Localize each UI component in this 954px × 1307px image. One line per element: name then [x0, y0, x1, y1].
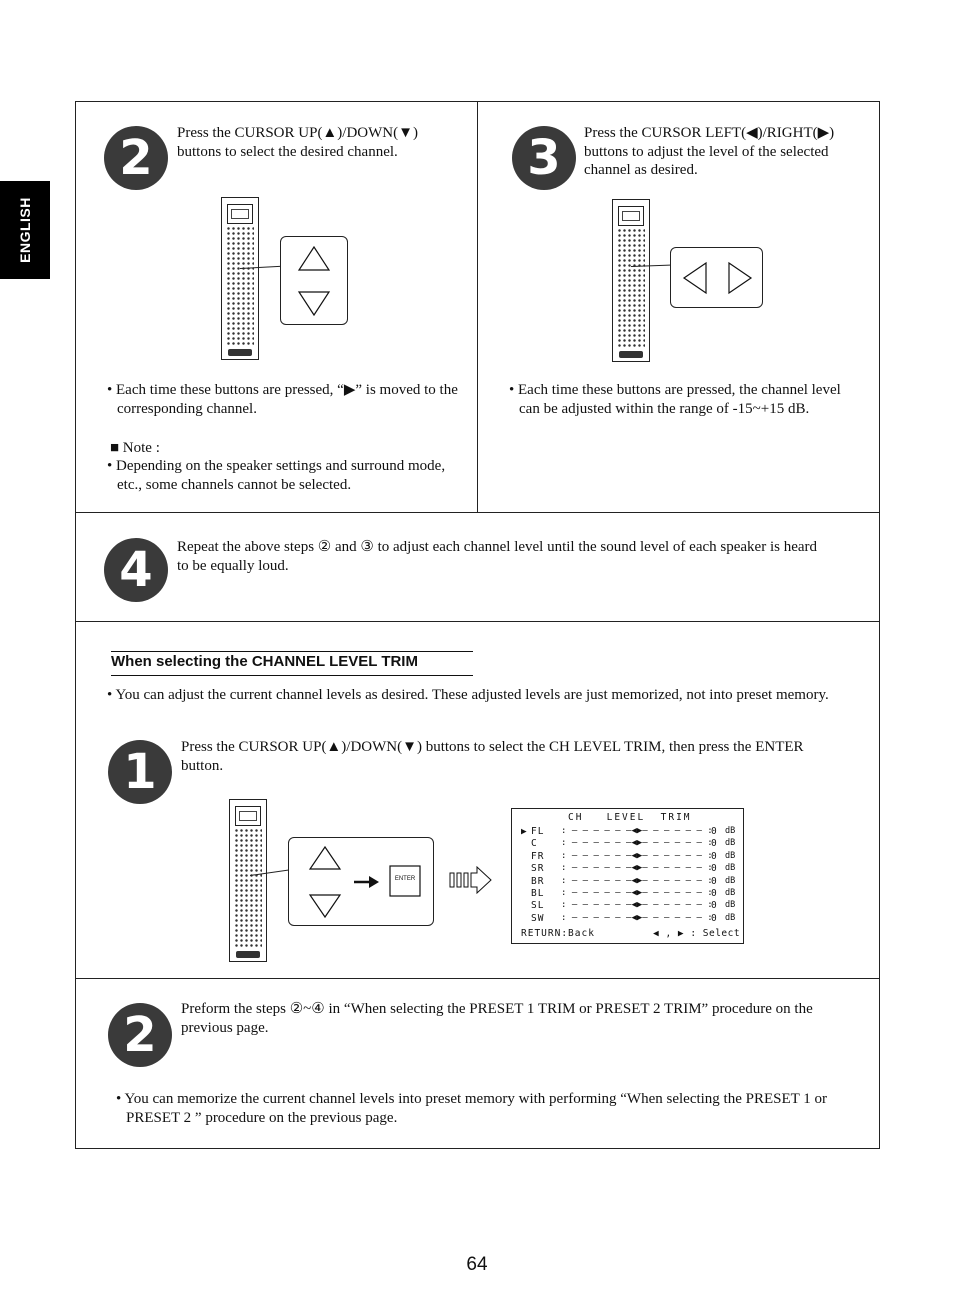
step-1-instruction: Press the CURSOR UP(▲)/DOWN(▼) buttons to select the CH LEVEL TRIM, then press the ENTER button. — [181, 739, 804, 774]
step-4-instruction: Repeat the above steps ② and ③ to adjust each channel level until the sound level of each speaker is heard to be equally loud. — [177, 539, 818, 574]
cursor-enter-callout — [288, 837, 434, 926]
osd-row-value: 0 — [711, 888, 718, 899]
step-2-bullet: • Each time these buttons are pressed, “▶” is moved to the corresponding channel. — [107, 382, 458, 417]
enter-button-label: ENTER — [394, 876, 416, 882]
osd-row-value: 0 — [711, 900, 718, 912]
result-arrow-icon — [449, 866, 493, 894]
osd-row-channel: C — [531, 838, 538, 850]
cursor-up-down-callout — [280, 236, 348, 325]
osd-row-bar: : – – – – – –◀▶– – – – – – : — [561, 900, 713, 911]
osd-ch-level-trim — [511, 808, 744, 944]
step-2-preset-instruction: Preform the steps ②~④ in “When selecting the PRESET 1 TRIM or PRESET 2 TRIM” procedure on the previous page. — [181, 1001, 813, 1036]
osd-row-bar: : – – – – – –◀▶– – – – – – : — [561, 875, 713, 886]
section-intro: • You can adjust the current channel levels as desired. These adjusted levels are just memorized, not into preset memory. — [107, 687, 829, 703]
column-divider — [477, 101, 478, 512]
osd-row-bar: : – – – – – –◀▶– – – – – – : — [561, 838, 713, 849]
osd-row-bar: : – – – – – –◀▶– – – – – – : — [561, 863, 713, 874]
up-down-arrows-icon — [281, 237, 347, 324]
osd-row-unit: dB — [725, 900, 736, 911]
osd-row-cursor: ▶ — [521, 826, 528, 837]
osd-row-bar: : – – – – – –◀▶– – – – – – : — [561, 826, 713, 836]
osd-row-channel: SL — [531, 900, 545, 912]
osd-row-channel: SR — [531, 863, 545, 875]
language-tab-label: ENGLISH — [17, 197, 33, 263]
step-3-bullet: • Each time these buttons are pressed, the channel level can be adjusted within the range of -15~+15 dB. — [509, 382, 841, 417]
language-tab — [0, 181, 50, 279]
remote-control-illustration — [221, 197, 259, 360]
osd-row-value: 0 — [711, 826, 718, 837]
left-right-arrows-icon — [671, 248, 762, 307]
step-badge-2-preset: 2 — [108, 1003, 172, 1067]
step-badge-2: 2 — [104, 126, 168, 190]
osd-row-value: 0 — [711, 838, 718, 850]
osd-row-value: 0 — [711, 863, 718, 875]
osd-row-unit: dB — [725, 826, 736, 836]
osd-title: CH LEVEL TRIM — [568, 812, 692, 823]
step-badge-4: 4 — [104, 538, 168, 602]
osd-row-channel: FR — [531, 850, 545, 862]
osd-row-unit: dB — [725, 912, 736, 923]
preset-bullet: • You can memorize the current channel levels into preset memory with performing “When selecting the PRESET 1 or PRESET 2 ” procedure on the previous page. — [116, 1091, 828, 1126]
step-3-instruction: Press the CURSOR LEFT(◀)/RIGHT(▶) buttons to adjust the level of the selected channel as desired. — [584, 125, 835, 178]
step-badge-1: 1 — [108, 740, 172, 804]
row-divider-1 — [75, 512, 880, 513]
note-label: ■ Note : — [110, 440, 160, 456]
osd-row-unit: dB — [725, 888, 736, 898]
step-2-instruction: Press the CURSOR UP(▲)/DOWN(▼) buttons to select the desired channel. — [177, 125, 418, 160]
page-number: 64 — [466, 1254, 488, 1275]
osd-row-channel: BL — [531, 888, 545, 899]
osd-row-unit: dB — [725, 850, 736, 861]
osd-row-value: 0 — [711, 875, 718, 887]
osd-row-unit: dB — [725, 863, 736, 874]
osd-row-unit: dB — [725, 838, 736, 849]
osd-row-bar: : – – – – – –◀▶– – – – – – : — [561, 912, 713, 923]
osd-row-unit: dB — [725, 875, 736, 886]
osd-row-channel: BR — [531, 875, 545, 887]
osd-footer-back: RETURN:Back — [521, 928, 595, 939]
osd-footer-select: ◀ , ▶ : Select — [653, 928, 741, 939]
osd-row-bar: : – – – – – –◀▶– – – – – – : — [561, 888, 713, 898]
osd-row-value: 0 — [711, 912, 718, 924]
remote-control-illustration — [612, 199, 650, 362]
cursor-left-right-callout — [670, 247, 763, 308]
osd-row-bar: : – – – – – –◀▶– – – – – – : — [561, 850, 713, 861]
row-divider-3 — [75, 978, 880, 979]
row-divider-2 — [75, 621, 880, 622]
note-text: • Depending on the speaker settings and surround mode, etc., some channels cannot be selected. — [107, 458, 446, 493]
remote-control-illustration — [229, 799, 267, 962]
osd-row-channel: FL — [531, 826, 545, 837]
osd-row-value: 0 — [711, 850, 718, 862]
section-heading: When selecting the CHANNEL LEVEL TRIM — [111, 651, 473, 676]
step-badge-3: 3 — [512, 126, 576, 190]
osd-row-channel: SW — [531, 912, 545, 924]
